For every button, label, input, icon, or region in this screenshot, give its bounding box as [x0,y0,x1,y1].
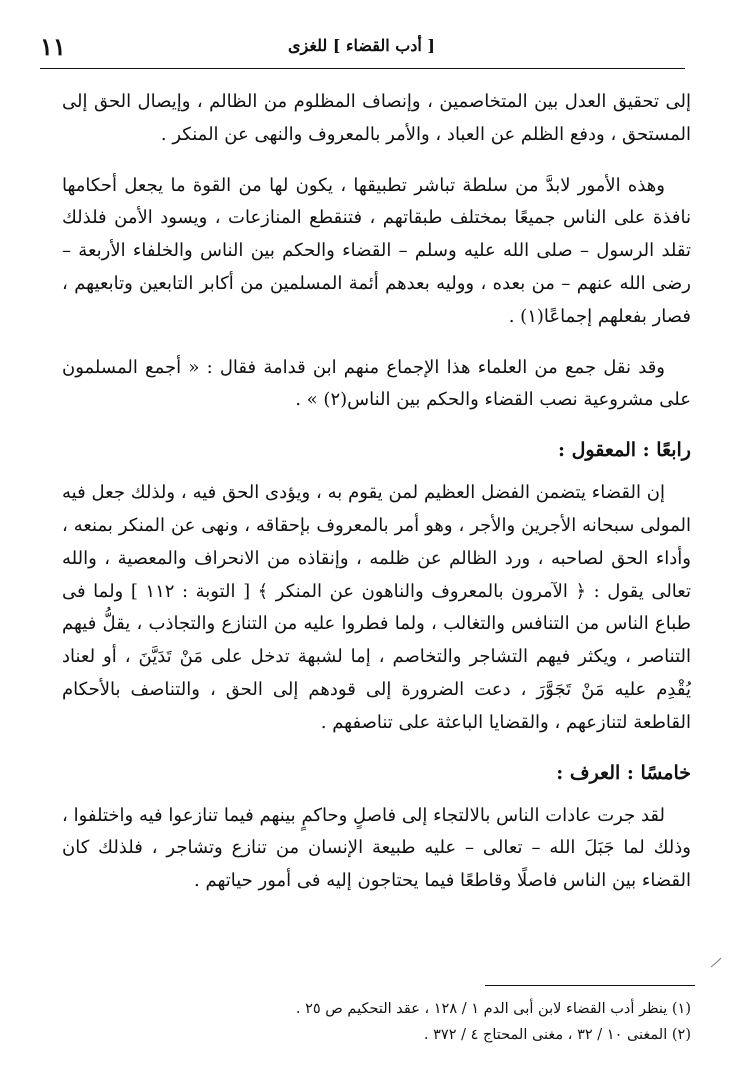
paragraph-3: وقد نقل جمع من العلماء هذا الإجماع منهم ابن قدامة فقال : « أجمع المسلمون على مشروعية نصب القضاء والحكم بين الناس(٢) » . [62,356,691,411]
page-number: ١١ [40,32,66,61]
paragraph-1: إلى تحقيق العدل بين المتخاصمين ، وإنصاف المظلوم من الظالم ، وإيصال الحق إلى المستحق ، ودفع الظلم عن العباد ، والأمر بالمعروف والنهى عن المنكر . [62,91,691,145]
paragraph-5: لقد جرت عادات الناس بالالتجاء إلى فاصلٍ وحاكمٍ بينهم فيما تنازعوا فيه واختلفوا ، وذلك لما جَبَلَ الله – تعالى – عليه طبيعة الإنسان من تنازع وتشاجر ، فلذلك كان القضاء بين الناس فاصلًا وقاطعًا فيما يحتاجون إليه فى أمور حياتهم . [62,804,691,892]
main-text [62,86,691,916]
paragraph-2: وهذه الأمور لابدَّ من سلطة تباشر تطبيقها ، يكون لها من القوة ما يجعل أحكامها نافذة على الناس جميعًا بمختلف طبقاتهم ، فتنقطع المنازعات ، ويسود الأمن فلذلك تقلد الرسول – صلى الله عليه وسلم – القضاء والحكم بين الناس والخلفاء الأربعة – رضى الله عنهم – من بعده ، ووليه بعدهم أئمة المسلمين من أكابر التابعين وتابعيهم ، فصار بفعلهم إجماعًا(١) . [62,174,691,327]
footnote-2: (٢) المغنى ١٠ / ٣٢ ، مغنى المحتاج ٤ / ٣٧٢ . [423,1027,691,1043]
footnotes [62,996,691,1048]
section-heading-reason: رابعًا : المعقول : [557,439,691,462]
section-heading-custom: خامسًا : العرف : [556,761,691,784]
paragraph-4: إن القضاء يتضمن الفضل العظيم لمن يقوم به ، ويؤدى الحق فيه ، ولذلك جعل فيه المولى سبحانه الأجرين والأجر ، وهو أمر بالمعروف بإحقاقه ، ونهى عن المنكر بمنعه ، وأداء الحق لصاحبه ، ورد الظالم عن ظلمه ، وإنقاذه من الانحراف والمعصية ، والله تعالى يقول : ﴿ الآمرون بالمعروف والناهون عن المنكر ﴾ [ التوبة : ١١٢ ] ولما فى طباع الناس من التنافس والتغالب ، ولما فطروا عليه من التنازع والتجاذب ، يقلُّ فيهم التناصر ، ويكثر فيهم التشاجر والتخاصم ، إما لشبهة تدخل على مَنْ تَدَيَّنَ ، أو لعناد يُقْدِم عليه مَنْ تَجَوَّرَ ، دعت الضرورة إلى قودهم إلى الحق ، والتناصف بالأحكام القاطعة لتنازعهم ، والقضايا الباعثة على تناصفهم . [62,482,691,733]
footnote-1: (١) ينظر أدب القضاء لابن أبى الدم ١ / ١٢٨ ، عقد التحكيم ص ٢٥ . [295,1001,691,1017]
footnote-rule [485,985,695,986]
page-header [40,30,683,66]
scan-speck [709,955,723,969]
running-title: [ أدب القضاء ] للغزى [288,36,435,55]
header-rule [40,68,685,69]
